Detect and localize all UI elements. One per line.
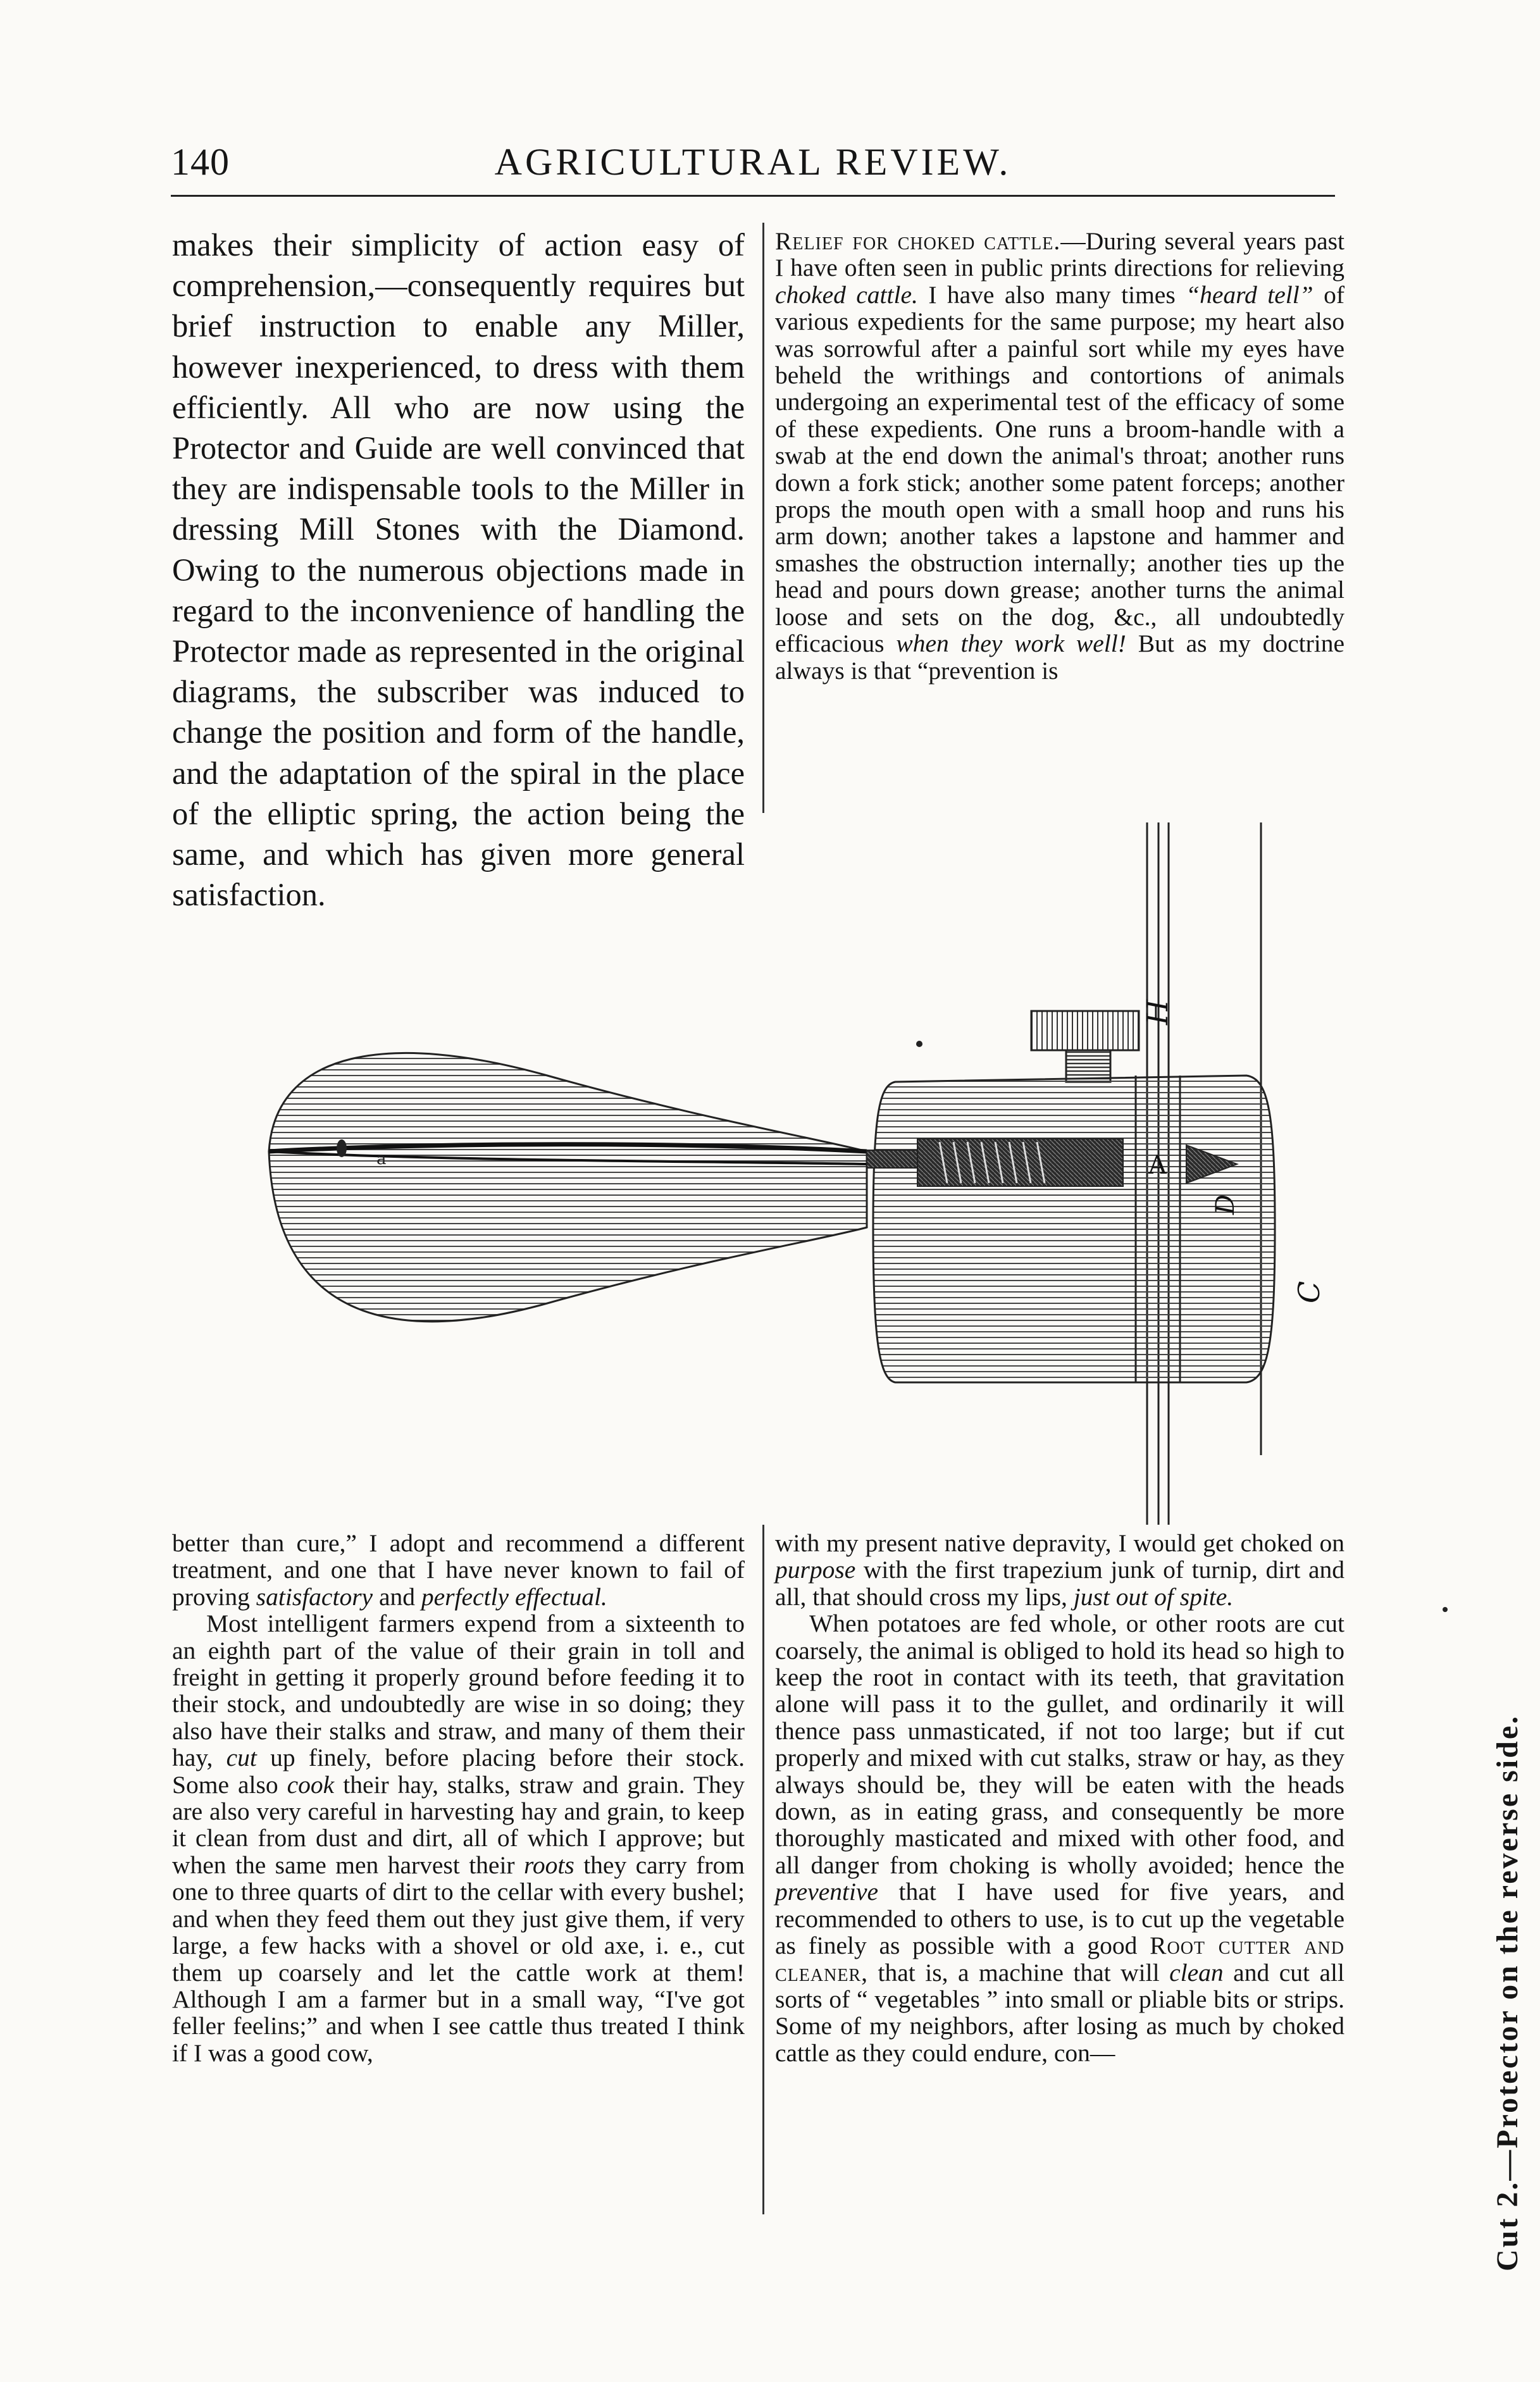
text-run: their hay, stalks, straw and grain. They are also very careful in harvesting hay and grain, to keep it clean from dust and dirt, all of which I approve; but when the same men harvest their	[172, 1770, 745, 1879]
handle-rivet	[337, 1139, 347, 1157]
paragraph	[775, 1610, 1344, 2066]
left-column-bottom	[172, 1530, 745, 2232]
left-column-top	[172, 225, 745, 913]
emphasis: cook	[287, 1770, 335, 1799]
margin-dot	[1443, 1607, 1448, 1612]
emphasis: purpose	[775, 1556, 856, 1584]
text-run: with my present native depravity, I would get choked on	[775, 1529, 1344, 1557]
text-run: that is, a machine that will	[867, 1958, 1170, 1987]
text-run: up finely, before placing before their stock. Some also	[172, 1744, 745, 1799]
section-heading: Relief for choked cattle.	[775, 227, 1061, 255]
emphasis: just out of spite.	[1073, 1582, 1234, 1611]
paragraph	[775, 228, 1344, 684]
emphasis: preventive	[775, 1878, 879, 1906]
text-run: with the first trapezium junk of turnip, dirt and all, that should cross my lips,	[775, 1556, 1344, 1611]
text-run: But as my doctrine always is that “prevention is	[775, 630, 1344, 685]
label-c: C	[1292, 1281, 1326, 1303]
paragraph	[775, 1530, 1344, 1610]
protector-engraving	[250, 822, 1326, 1525]
text-run: that I have used for five years, and recommended to others to use, is to cut up the vegetable as finely as possible with a good	[775, 1878, 1344, 1960]
emphasis: roots	[524, 1851, 574, 1879]
paragraph	[172, 1530, 745, 1610]
emphasis: satisfactory	[256, 1582, 373, 1611]
emphasis: clean	[1169, 1958, 1224, 1987]
emphasis: cut	[226, 1744, 257, 1772]
header-rule	[171, 195, 1335, 197]
text-run: Most intelligent farmers expend from a sixteenth to an eighth part of the value of their grain in toll and freight in getting it properly ground before feeding it to their stock, and undoubtedly are wise in so doing; they also have their stalks and straw, and many of them their hay,	[172, 1610, 745, 1772]
column-rule-bottom	[762, 1525, 764, 2214]
thumb-screw-shank	[1066, 1050, 1110, 1082]
thumb-screw-head	[1031, 1011, 1139, 1050]
right-column-top	[775, 228, 1344, 810]
label-h: H	[1140, 999, 1174, 1025]
text-run: —During several years past I have often seen in public prints directions for relieving	[775, 227, 1344, 282]
handle	[269, 1053, 867, 1321]
page-header	[171, 140, 1335, 191]
text-run: When potatoes are fed whole, or other roots are cut coarsely, the animal is obliged to hold its head so high to keep the root in contact with its teeth, that gravitation alone will pass it to the gullet, and ordinarily it will thence pass unmasticated, if not too large; but if cut properly and mixed with cut stalks, straw or hay, as they always should be, they will be eaten with the heads down, as in eating grass, and consequently be more thoroughly masticated and mixed with other food, and all danger from choking is wholly avoided; hence the	[775, 1610, 1344, 1879]
emphasis: when they work well!	[896, 630, 1126, 658]
text-run: better than cure,” I adopt and recommend a different treatment, and one that I have never known to fail of proving	[172, 1529, 745, 1611]
text-run: of various expedients for the same purpose; my heart also was sorrowful after a painful sort while my eyes have beheld the writhings and contortions of animals undergoing an experimental test of the efficacy of some of these expedients. One runs a broom-handle with a swab at the end down the animal's throat; another runs down a fork stick; another some patent forceps; another props the mouth open with a small hoop and runs his arm down; another takes a lapstone and hammer and smashes the obstruction internally; another ties up the head and pours down grease; another turns the animal loose and sets on the dog, &c., all undoubtedly efficacious	[775, 280, 1344, 658]
emphasis: “heard tell”	[1186, 280, 1313, 309]
text-run: they carry from one to three quarts of dirt to the cellar with every bushel; and when they feed them out they just give them, if very large, a few hacks with a shovel or old axe, i. e., cut them up coarsely and let the cattle work at them! Although I am a farmer but in a small way, “I've got feller feelins;” and when I see cattle thus treated I think if I was a good cow,	[172, 1851, 745, 2067]
column-rule-top	[762, 223, 764, 813]
figure-caption: Cut 2.—Protector on the reverse side.	[1491, 1714, 1524, 2271]
text-run: and	[373, 1582, 421, 1611]
label-a: A	[1148, 1151, 1167, 1180]
svg-text:a: a	[376, 1150, 387, 1169]
running-title: AGRICULTURAL REVIEW.	[494, 141, 1012, 183]
paragraph	[172, 1610, 745, 2066]
spiral-spring	[917, 1139, 1123, 1186]
emphasis: perfectly effectual.	[421, 1582, 607, 1611]
paragraph: makes their simplicity of action easy of comprehension,—consequently requires but brief instruction to enable any Miller, however inexperienced, to dress with them efficiently. All who are now using the Protector and Guide are well convinced that they are indispensable tools to the Miller in dressing Mill Stones with the Diamond. Owing to the numerous objections made in regard to the inconvenience of handling the Protector made as represented in the original diagrams, the subscriber was induced to change the position and form of the handle, and the adaptation of the spiral in the place of the elliptic spring, the action being the same, and which has given more general satisfaction.	[172, 227, 745, 913]
emphasis: choked cattle.	[775, 280, 918, 309]
right-column-bottom	[775, 1530, 1344, 2232]
spindle	[867, 1150, 917, 1168]
label-d: D	[1211, 1194, 1240, 1215]
block-body	[873, 1076, 1275, 1382]
page-number: 140	[171, 141, 230, 183]
small-caps-term: Root cutter and cleaner,	[775, 1932, 1344, 1987]
text-run: I have also many times	[917, 280, 1186, 309]
text-run: and cut all sorts of “ vegetables ” into small or pliable bits or strips. Some of my neighbors, after losing as much by choked cattle as they could endure, con—	[775, 1958, 1344, 2067]
